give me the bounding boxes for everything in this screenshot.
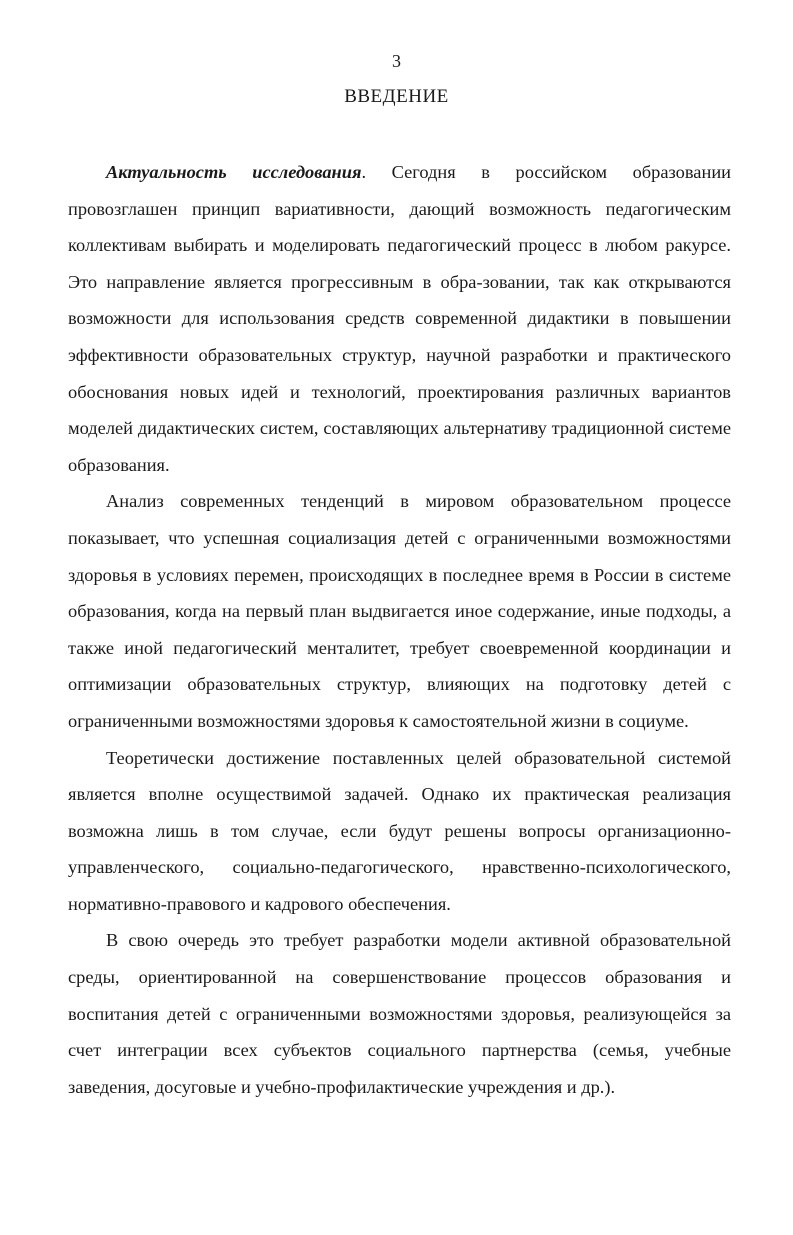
page-title: ВВЕДЕНИЕ	[344, 86, 449, 107]
page-number: 3	[392, 51, 401, 71]
paragraph-text: . Сегодня в российском образовании провозглашен принцип вариативности, дающий возможность педагогическим коллективам выбирать и моделировать педагогический процесс в любом ракурсе. Это направление является прогрессивным в обра-зовании, так как открываются возможности для использования средств современной дидактики в повышении эффективности образовательных структур, научной разработки и практического обоснования новых идей и технологий, проектирования различных вариантов моделей дидактических систем, составляющих альтернативу традиционной системе образования.	[68, 162, 731, 475]
paragraph-analysis: Анализ современных тенденций в мировом образовательном процессе показывает, что успешная социализация детей с ограниченными возможностями здоровья в условиях перемен, происходящих в последнее время в России в системе образования, когда на первый план выдвигается иное содержание, иные подходы, а также иной педагогический менталитет, требует своевременной координации и оптимизации образовательных структур, влияющих на подготовку детей с ограниченными возможностями здоровья к самостоятельной жизни в социуме.	[68, 491, 731, 731]
paragraph-relevance	[68, 154, 731, 483]
paragraph-theory: Теоретически достижение поставленных целей образовательной системой является вполне осуществимой задачей. Однако их практическая реализация возможна лишь в том случае, если будут решены вопросы организационно-управленческого, социально-педагогического, нравственно-психологического, нормативно-правового и кадрового обеспечения.	[68, 747, 731, 914]
paragraph-model: В свою очередь это требует разработки модели активной образовательной среды, ориентированной на совершенствование процессов образования и воспитания детей с ограниченными возможностями здоровья, реализующейся за счет интеграции всех субъектов социального партнерства (семья, учебные заведения, досуговые и учебно-профилактические учреждения и др.).	[68, 930, 731, 1097]
paragraph-lead: Актуальность исследования	[106, 162, 362, 182]
body-text	[68, 154, 731, 1105]
